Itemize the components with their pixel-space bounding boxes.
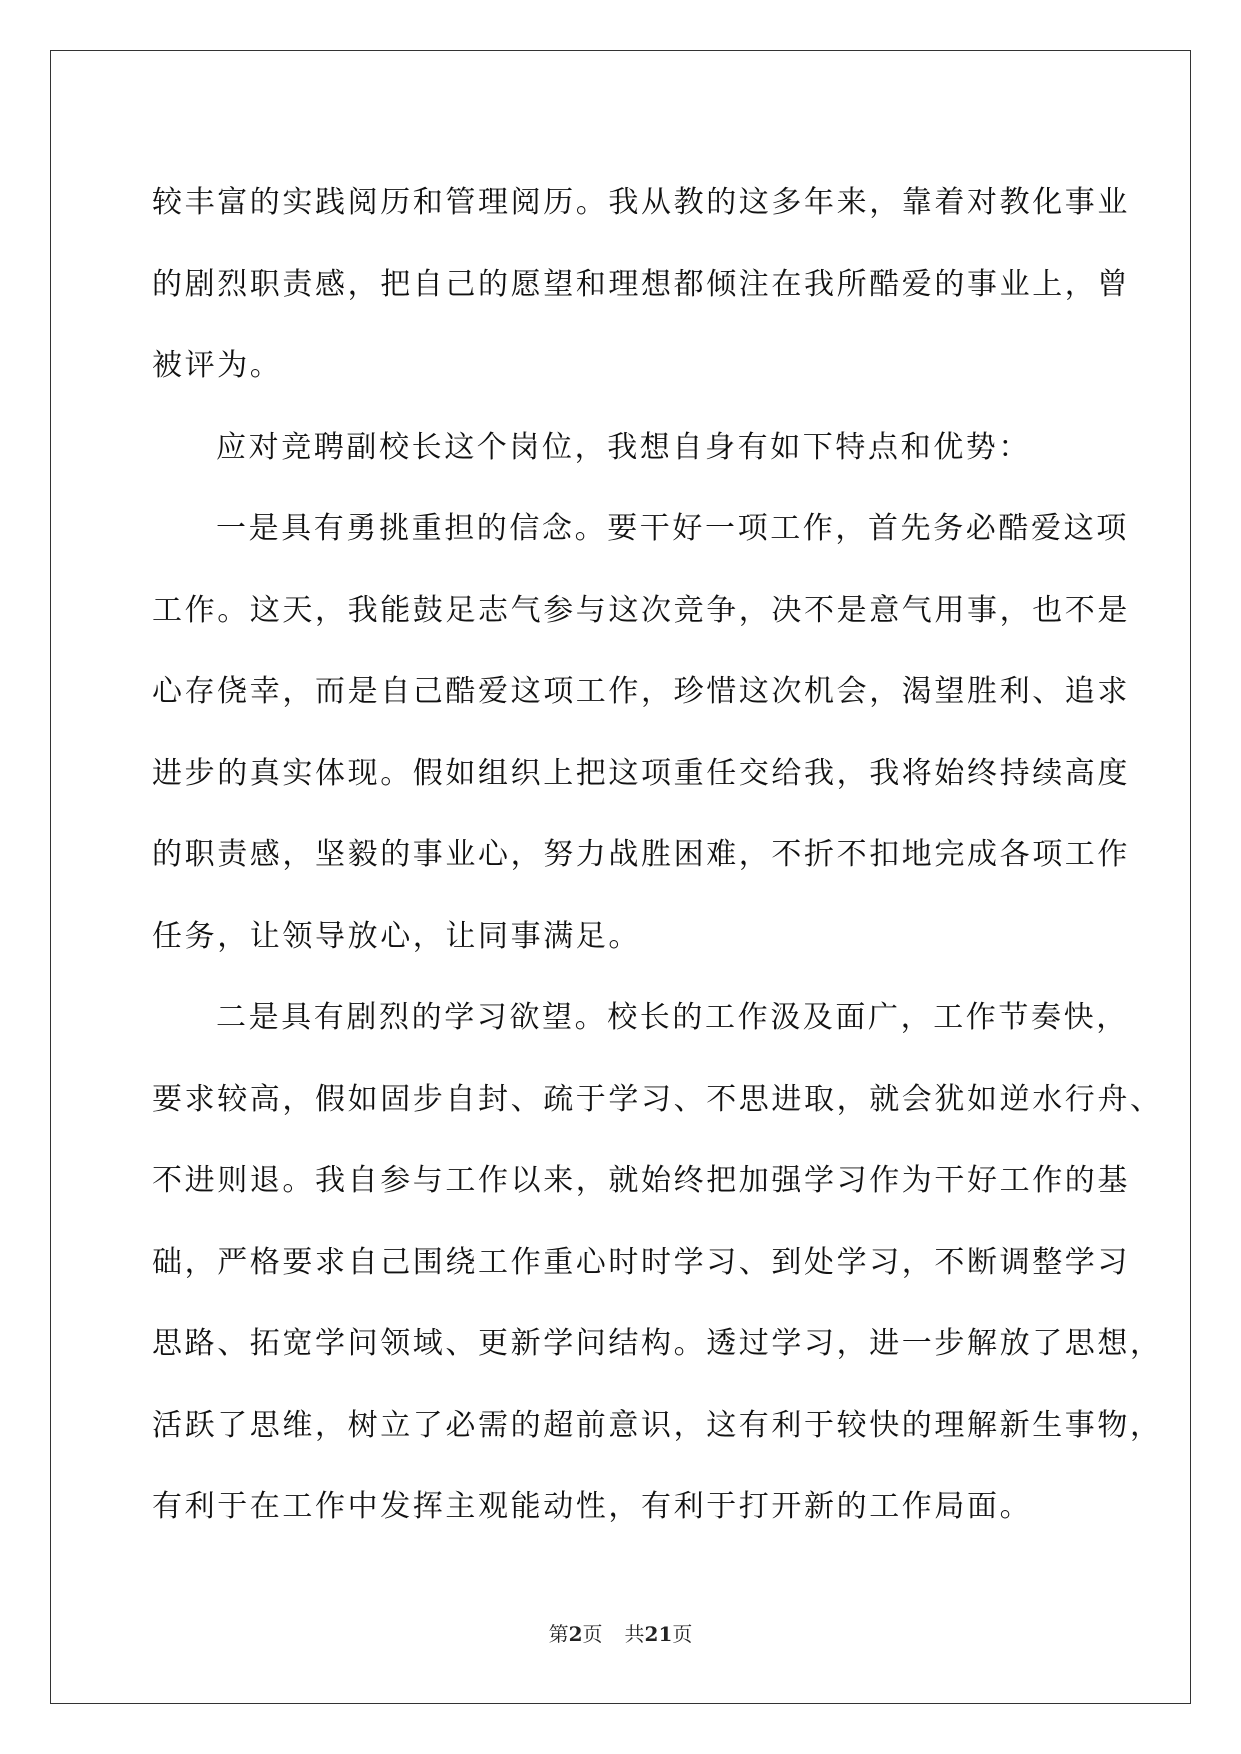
- total-suffix: 页: [672, 1622, 693, 1646]
- paragraph-1: [152, 162, 1130, 407]
- text-line: 较丰富的实践阅历和管理阅历。我从教的这多年来，靠着对教化事业: [152, 185, 1130, 220]
- document-body: [152, 162, 1163, 1548]
- text-line: 二是具有剧烈的学习欲望。校长的工作汲及面广，工作节奏快，: [216, 1000, 1129, 1035]
- total-prefix: 共: [624, 1622, 645, 1646]
- text-line: 要求较高，假如固步自封、疏于学习、不思进取，就会犹如逆水行舟、: [152, 1081, 1163, 1117]
- page-prefix: 第: [548, 1622, 569, 1646]
- text-line: 工作。这天，我能鼓足志气参与这次竞争，决不是意气用事，也不是: [152, 592, 1130, 628]
- paragraph-3: [152, 488, 1130, 977]
- text-line: 础，严格要求自己围绕工作重心时时学习、到处学习，不断调整学习: [152, 1244, 1130, 1280]
- text-line: 进步的真实体现。假如组织上把这项重任交给我，我将始终持续高度: [152, 755, 1130, 791]
- text-line: 一是具有勇挑重担的信念。要干好一项工作，首先务必酷爱这项: [216, 511, 1129, 546]
- paragraph-2: [152, 407, 1092, 489]
- text-line: 有利于在工作中发挥主观能动性，有利于打开新的工作局面。: [152, 1489, 1033, 1524]
- text-line: 应对竞聘副校长这个岗位，我想自身有如下特点和优势：: [216, 429, 1031, 465]
- page-number: 2: [568, 1622, 583, 1646]
- page-suffix: 页: [582, 1622, 603, 1646]
- text-line: 任务，让领导放心，让同事满足。: [152, 918, 641, 954]
- text-line: 的职责感，坚毅的事业心，努力战胜困难，不折不扣地完成各项工作: [152, 837, 1130, 872]
- total-pages: 21: [644, 1622, 673, 1646]
- text-line: 思路、拓宽学问领域、更新学问结构。透过学习，进一步解放了思想，: [152, 1326, 1163, 1361]
- paragraph-4: [152, 977, 1163, 1548]
- text-line: 的剧烈职责感，把自己的愿望和理想都倾注在我所酷爱的事业上，曾: [152, 266, 1130, 302]
- text-line: 心存侥幸，而是自己酷爱这项工作，珍惜这次机会，渴望胜利、追求: [152, 674, 1130, 709]
- text-line: 被评为。: [152, 348, 283, 383]
- page-footer: [0, 1622, 1241, 1646]
- text-line: 活跃了思维，树立了必需的超前意识，这有利于较快的理解新生事物，: [152, 1407, 1163, 1443]
- text-line: 不进则退。我自参与工作以来，就始终把加强学习作为干好工作的基: [152, 1163, 1130, 1198]
